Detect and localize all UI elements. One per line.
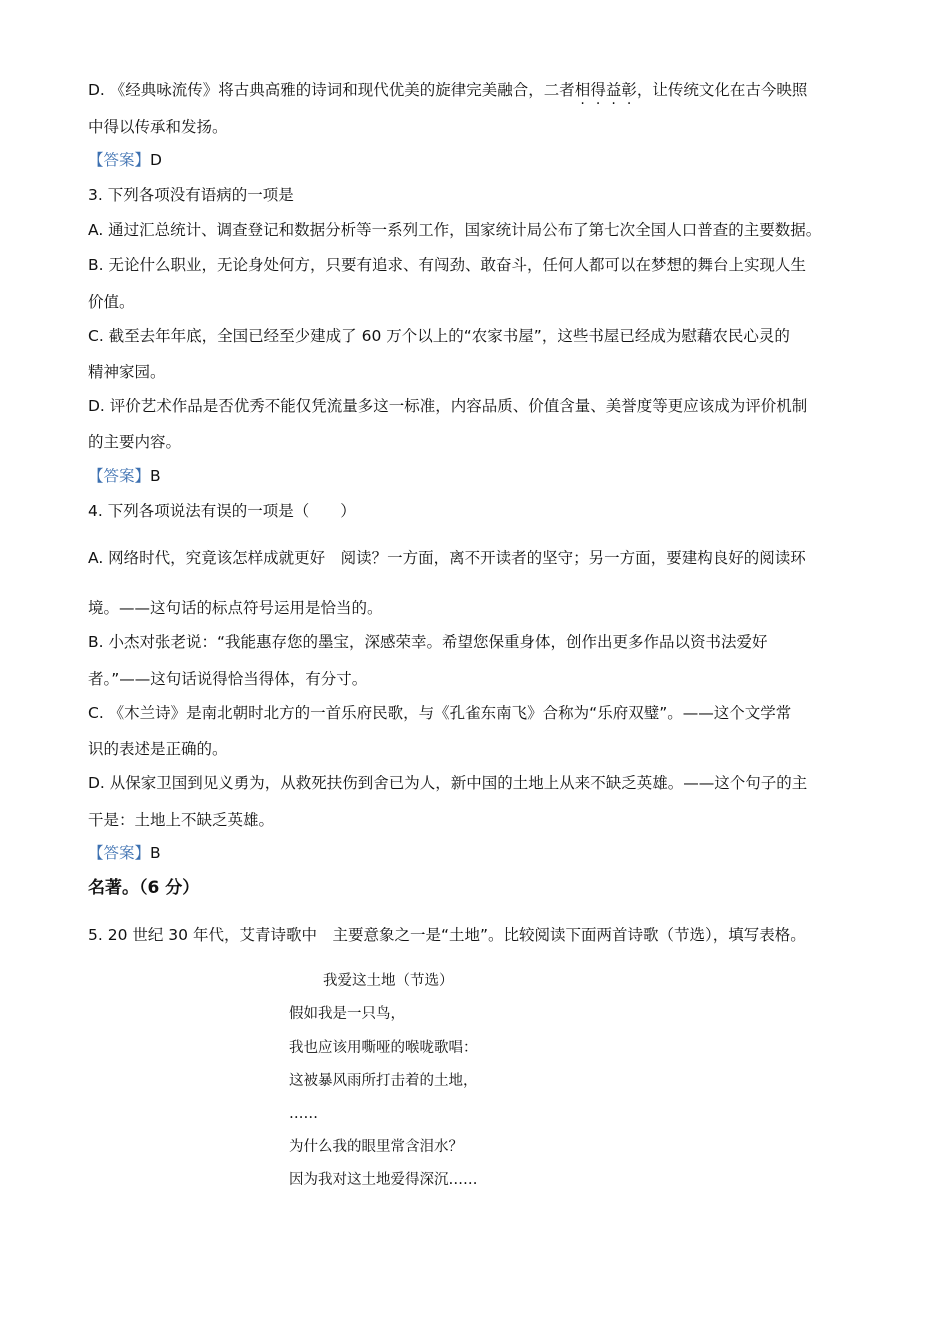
q4-option-a-line1: A. 网络时代，究竟该怎样成就更好 阅读？一方面，离不开读者的坚守；另一方面，要建构良好的阅读环 xyxy=(88,549,806,567)
q4-stem: 4. 下列各项说法有误的一项是（ ） xyxy=(88,502,356,520)
q4-option-b-line2: 者。”——这句话说得恰当得体，有分寸。 xyxy=(88,670,368,688)
q3-option-d-line1: D. 评价艺术作品是否优秀不能仅凭流量多这一标准，内容品质、价值含量、美誉度等更应该成为评价机制 xyxy=(88,397,808,415)
answer-value: B xyxy=(150,467,161,485)
q5-stem: 5. 20 世纪 30 年代，艾青诗歌中 主要意象之一是“土地”。比较阅读下面两首诗歌（节选），填写表格。 xyxy=(88,926,806,944)
poem-line: 这被暴风雨所打击着的土地， xyxy=(289,1073,478,1089)
answer-label: 【答案】 xyxy=(88,151,151,169)
q2-option-d-line2: 中得以传承和发扬。 xyxy=(88,118,228,136)
q3-stem: 3. 下列各项没有语病的一项是 xyxy=(88,186,294,204)
q4-option-b-line1: B. 小杰对张老说：“我能惠存您的墨宝，深感荣幸。希望您保重身体，创作出更多作品以资书法爱好 xyxy=(88,633,768,651)
q4-option-c-line2: 识的表述是正确的。 xyxy=(88,740,228,758)
q3-option-c-line1: C. 截至去年年底，全国已经至少建成了 60 万个以上的“农家书屋”，这些书屋已经成为慰藉农民心灵的 xyxy=(88,327,790,345)
q4-option-d-line2: 干是：土地上不缺乏英雄。 xyxy=(88,811,275,829)
q3-option-d-line2: 的主要内容。 xyxy=(88,433,182,451)
q3-option-b-line2: 价值。 xyxy=(88,293,135,311)
section-title: 名著。（6 分） xyxy=(88,878,200,898)
q3-option-a: A. 通过汇总统计、调查登记和数据分析等一系列工作，国家统计局公布了第七次全国人口普查的主要数据。 xyxy=(88,221,822,239)
dotted-char: 彰 xyxy=(621,81,637,99)
poem-title: 我爱这土地（节选） xyxy=(323,973,454,989)
dotted-char: 益 xyxy=(605,81,622,99)
q2-option-d-text-post: ，让传统文化在古今映照 xyxy=(636,81,808,99)
q2-option-d-line1 xyxy=(88,79,807,101)
answer-label: 【答案】 xyxy=(88,844,151,862)
q4-answer xyxy=(88,842,161,864)
answer-label: 【答案】 xyxy=(88,467,151,485)
q4-option-a-line2: 境。——这句话的标点符号运用是恰当的。 xyxy=(88,599,383,617)
q2-answer xyxy=(88,149,162,171)
poem-line: 因为我对这土地爱得深沉…… xyxy=(289,1172,478,1188)
q3-answer xyxy=(88,465,161,487)
q3-option-b-line1: B. 无论什么职业，无论身处何方，只要有追求、有闯劲、敢奋斗，任何人都可以在梦想的舞台上实现人生 xyxy=(88,256,806,274)
poem-line: …… xyxy=(289,1106,318,1122)
poem-line: 我也应该用嘶哑的喉咙歌唱： xyxy=(289,1040,478,1056)
answer-value: D xyxy=(150,151,162,169)
dotted-char: 相 xyxy=(574,81,591,99)
q4-option-d-line1: D. 从保家卫国到见义勇为，从救死扶伤到舍已为人，新中国的土地上从来不缺乏英雄。——这个句子的主 xyxy=(88,774,808,792)
poem-line: 假如我是一只鸟， xyxy=(289,1006,405,1022)
poem-line: 为什么我的眼里常含泪水？ xyxy=(289,1139,463,1155)
answer-value: B xyxy=(150,844,161,862)
q2-option-d-text: D. 《经典咏流传》将古典高雅的诗词和现代优美的旋律完美融合，二者 xyxy=(88,81,575,99)
q3-option-c-line2: 精神家园。 xyxy=(88,363,166,381)
q4-option-c-line1: C. 《木兰诗》是南北朝时北方的一首乐府民歌，与《孔雀东南飞》合称为“乐府双璧”。——这个文学常 xyxy=(88,704,792,722)
dotted-char: 得 xyxy=(590,81,606,99)
